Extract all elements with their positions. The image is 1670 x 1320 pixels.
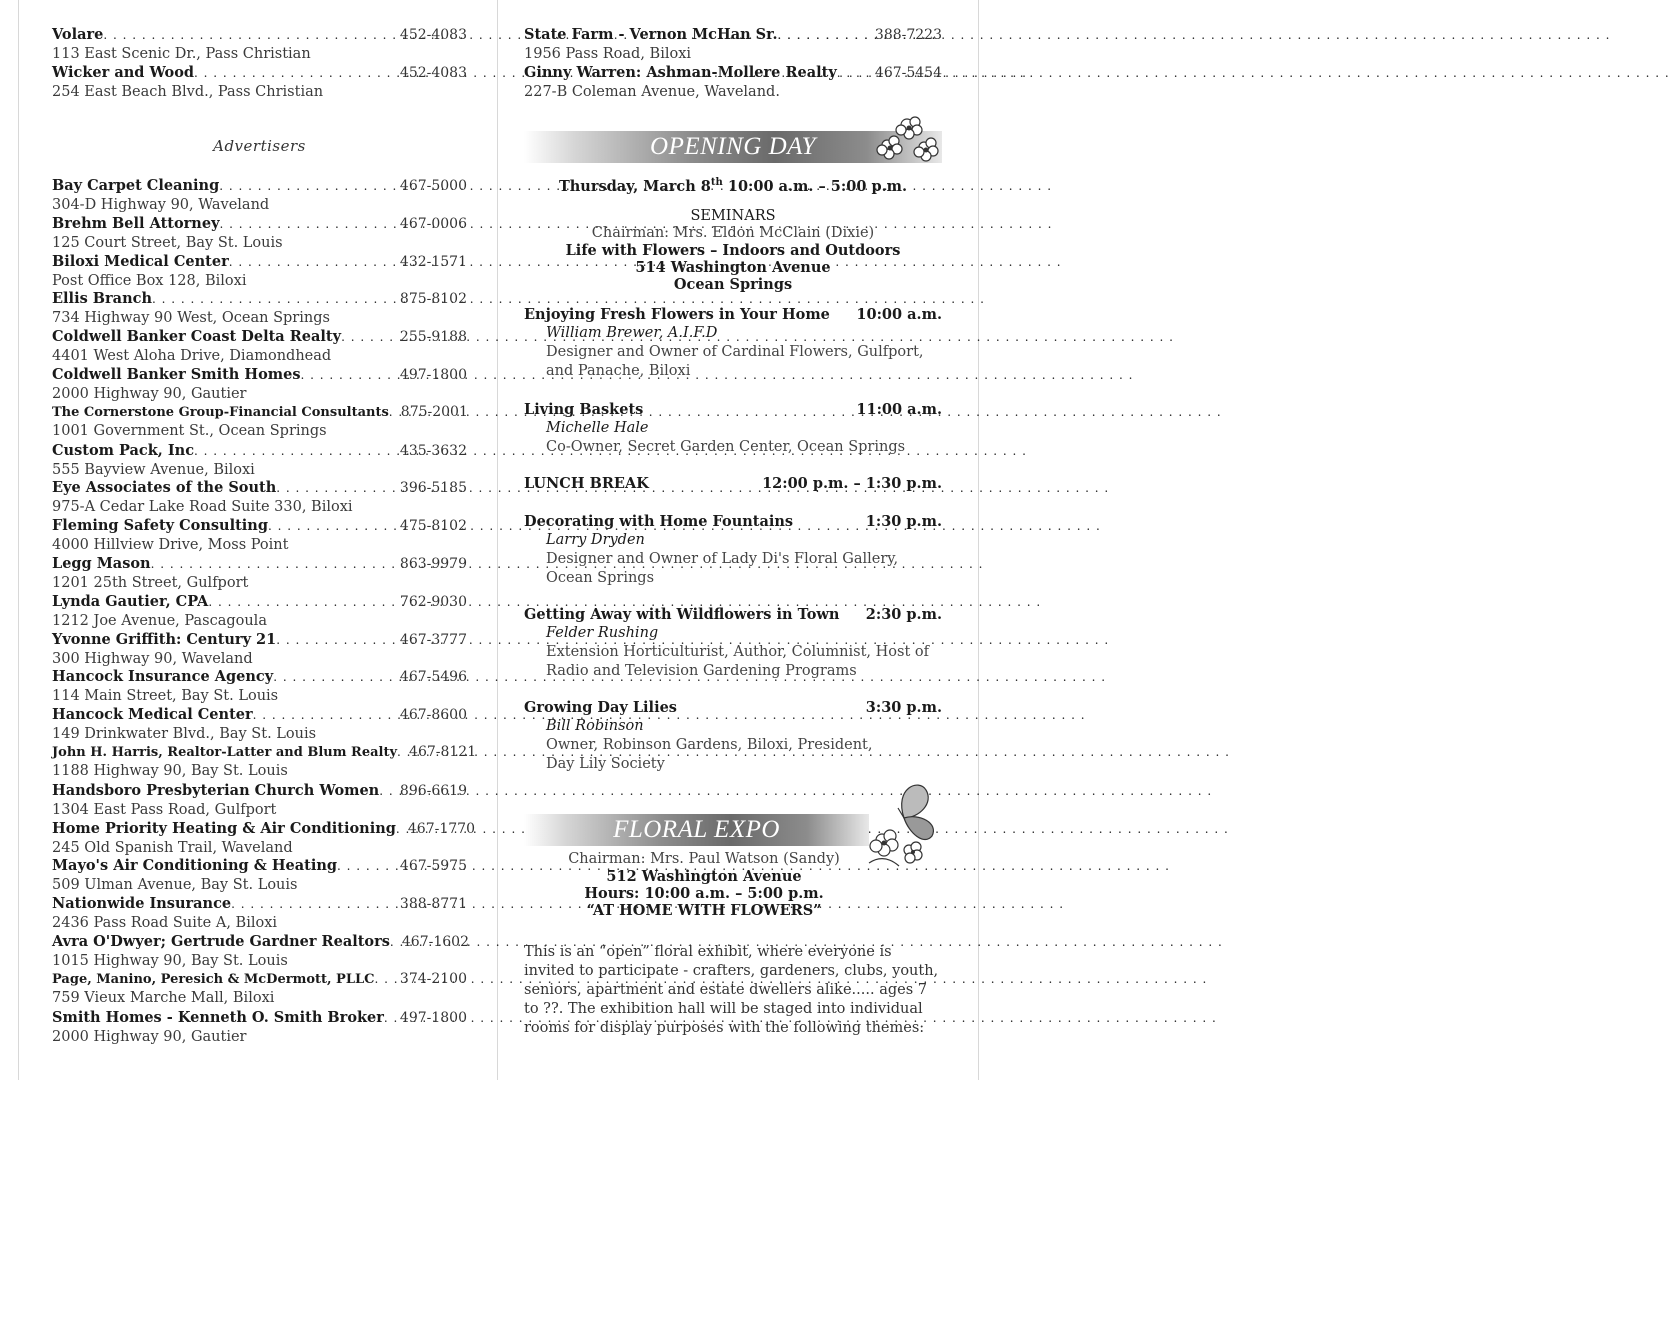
leader-dots bbox=[337, 857, 400, 876]
leader-dots bbox=[253, 706, 400, 725]
entry-line bbox=[52, 743, 477, 762]
directory-entry bbox=[52, 441, 467, 480]
entry-line bbox=[52, 25, 467, 45]
entry-address: 4401 West Aloha Drive, Diamondhead bbox=[52, 348, 332, 365]
entry-name: Brehm Bell Attorney bbox=[52, 214, 220, 232]
session-title: LUNCH BREAK bbox=[524, 475, 649, 492]
entry-line bbox=[52, 856, 467, 876]
entry-name: Avra O'Dwyer; Gertrude Gardner Realtors bbox=[52, 933, 390, 950]
entry-phone: 452-4083 bbox=[399, 27, 467, 43]
entry-name: Biloxi Medical Center bbox=[52, 252, 229, 270]
entry-name: Yvonne Griffith: Century 21 bbox=[52, 630, 277, 648]
directory-entry bbox=[52, 554, 467, 593]
session-description: Designer and Owner of Lady Di's Floral Gallery, bbox=[546, 551, 899, 567]
leader-dots bbox=[396, 820, 408, 839]
entry-line bbox=[52, 365, 467, 385]
directory-entry bbox=[52, 781, 467, 820]
entry-phone: 467-5454 bbox=[874, 65, 942, 81]
session-title: Enjoying Fresh Flowers in Your Home bbox=[524, 306, 830, 323]
entry-address: 975-A Cedar Lake Road Suite 330, Biloxi bbox=[52, 499, 353, 516]
date-text: Thursday, March 8 bbox=[558, 177, 711, 195]
entry-address: 1001 Government St., Ocean Springs bbox=[52, 422, 327, 439]
entry-line bbox=[52, 176, 467, 196]
entry-phone: 388-8771 bbox=[399, 896, 467, 913]
directory-entry bbox=[52, 289, 467, 328]
leader-dots bbox=[397, 743, 409, 762]
leader-dots bbox=[276, 631, 400, 650]
entry-name: Volare bbox=[52, 26, 104, 43]
session-description: Ocean Springs bbox=[546, 570, 655, 586]
entry-address: 254 East Beach Blvd., Pass Christian bbox=[52, 84, 324, 100]
entry-name: The Cornerstone Group-Financial Consultants bbox=[52, 404, 389, 420]
seminars-title: SEMINARS bbox=[690, 208, 776, 224]
leader-dots bbox=[219, 177, 400, 196]
entry-address: 300 Highway 90, Waveland bbox=[52, 650, 253, 667]
leader-dots bbox=[778, 26, 875, 45]
floral-expo-banner bbox=[524, 814, 869, 846]
seminar-session bbox=[524, 512, 942, 588]
entry-name: John H. Harris, Realtor-Latter and Blum Realty bbox=[52, 745, 398, 760]
opening-day-title: OPENING DAY bbox=[650, 133, 816, 160]
entry-phone: 896-6619 bbox=[399, 782, 467, 799]
session-title-row bbox=[524, 512, 942, 531]
entry-phone: 388-7223 bbox=[874, 27, 942, 43]
entry-line bbox=[52, 705, 467, 725]
entry-address: 509 Ulman Avenue, Bay St. Louis bbox=[52, 877, 298, 894]
entry-name: Fleming Safety Consulting bbox=[52, 517, 268, 535]
leader-dots bbox=[220, 215, 400, 234]
entry-phone: 467-0006 bbox=[399, 215, 467, 232]
leader-dots bbox=[103, 26, 400, 45]
entry-phone: 467-5496 bbox=[399, 669, 467, 686]
left-page-edge bbox=[18, 0, 19, 1080]
directory-entry bbox=[52, 516, 467, 555]
entry-phone: 875-2001 bbox=[400, 403, 468, 420]
session-time: 1:30 p.m. bbox=[865, 513, 942, 530]
session-speaker: Bill Robinson bbox=[546, 718, 644, 734]
directory-entry bbox=[52, 705, 467, 744]
entry-name: Smith Homes - Kenneth O. Smith Broker bbox=[52, 1008, 384, 1026]
entry-line bbox=[52, 781, 467, 801]
session-description: Co-Owner, Secret Garden Center, Ocean Springs bbox=[546, 439, 906, 455]
directory-entry bbox=[52, 743, 477, 781]
entry-address: 113 East Scenic Dr., Pass Christian bbox=[52, 46, 311, 62]
entry-line bbox=[52, 932, 467, 952]
entry-phone: 875-8102 bbox=[399, 291, 467, 308]
leader-dots bbox=[152, 290, 400, 309]
leader-dots bbox=[194, 64, 400, 83]
session-time: 2:30 p.m. bbox=[865, 606, 942, 623]
entry-address: 114 Main Street, Bay St. Louis bbox=[52, 688, 279, 705]
directory-entry bbox=[52, 63, 467, 102]
leader-dots bbox=[276, 479, 400, 498]
expo-hours: Hours: 10:00 a.m. – 5:00 p.m. bbox=[584, 885, 824, 902]
entry-address: 555 Bayview Avenue, Biloxi bbox=[52, 461, 255, 478]
entry-line bbox=[524, 63, 942, 83]
directory-entry bbox=[52, 856, 467, 895]
entry-address: 734 Highway 90 West, Ocean Springs bbox=[52, 310, 330, 327]
leader-dots bbox=[389, 403, 401, 422]
entry-line bbox=[52, 1008, 467, 1028]
directory-entry bbox=[52, 252, 467, 291]
session-title: Living Baskets bbox=[524, 401, 644, 418]
directory-entry bbox=[524, 25, 942, 64]
leader-dots bbox=[384, 1009, 400, 1028]
entry-phone: 467-8600 bbox=[399, 707, 467, 724]
entry-name: Custom Pack, Inc bbox=[52, 441, 195, 459]
entry-name: State Farm - Vernon McHan Sr. bbox=[524, 26, 778, 43]
entry-line bbox=[52, 403, 467, 422]
entry-phone: 467-3777 bbox=[399, 631, 467, 648]
session-title-row bbox=[524, 400, 942, 419]
seminar-session bbox=[524, 400, 942, 457]
entry-line bbox=[52, 478, 467, 498]
entry-line bbox=[52, 819, 475, 839]
expo-chairman: Chairman: Mrs. Paul Watson (Sandy) bbox=[568, 851, 840, 867]
entry-line bbox=[52, 252, 467, 272]
leader-dots bbox=[837, 64, 875, 83]
entry-address: 149 Drinkwater Blvd., Bay St. Louis bbox=[52, 726, 317, 743]
opening-day-info bbox=[524, 174, 942, 195]
entry-name: Coldwell Banker Coast Delta Realty bbox=[52, 328, 342, 346]
directory-entry bbox=[52, 894, 467, 933]
directory-entry bbox=[52, 819, 475, 858]
entry-line bbox=[52, 327, 467, 347]
session-description: Radio and Television Gardening Programs bbox=[546, 663, 857, 679]
leader-dots bbox=[229, 253, 400, 272]
leader-dots bbox=[273, 668, 400, 687]
entry-phone: 432-1571 bbox=[399, 253, 467, 270]
session-speaker: Larry Dryden bbox=[546, 532, 645, 548]
entry-address: 4000 Hillview Drive, Moss Point bbox=[52, 537, 289, 554]
session-speaker: Michelle Hale bbox=[546, 420, 649, 436]
flower-cluster-icon bbox=[869, 113, 944, 171]
session-description: Day Lily Society bbox=[546, 756, 665, 772]
entry-phone: 255-9188 bbox=[399, 329, 467, 346]
directory-entry bbox=[52, 478, 467, 517]
entry-address: 245 Old Spanish Trail, Waveland bbox=[52, 839, 293, 856]
session-title-row bbox=[524, 474, 942, 493]
entry-phone: 374-2100 bbox=[399, 970, 467, 987]
seminar-session bbox=[524, 474, 942, 493]
entry-name: Coldwell Banker Smith Homes bbox=[52, 366, 301, 383]
entry-name: Lynda Gautier, CPA bbox=[52, 592, 209, 610]
leader-dots bbox=[268, 517, 400, 536]
entry-phone: 467-1770 bbox=[407, 820, 475, 837]
session-time: 10:00 a.m. bbox=[856, 306, 942, 323]
directory-entry bbox=[52, 214, 467, 253]
entry-phone: 762-9030 bbox=[399, 593, 467, 610]
seminars-address: 514 Washington Avenue bbox=[635, 259, 831, 276]
session-title: Decorating with Home Fountains bbox=[524, 513, 794, 530]
entry-line bbox=[52, 894, 467, 914]
entry-address: 1212 Joe Avenue, Pascagoula bbox=[52, 612, 267, 629]
directory-entry bbox=[52, 630, 467, 669]
entry-name: Bay Carpet Cleaning bbox=[52, 177, 220, 194]
floral-expo-info bbox=[524, 851, 884, 919]
session-title-row bbox=[524, 305, 942, 324]
session-title-row bbox=[524, 605, 942, 624]
leader-dots bbox=[208, 593, 400, 612]
entry-name: Hancock Insurance Agency bbox=[52, 668, 274, 686]
seminars-city: Ocean Springs bbox=[673, 276, 793, 293]
entry-phone: 467-5000 bbox=[399, 178, 467, 194]
session-description: and Panache, Biloxi bbox=[546, 363, 691, 379]
leader-dots bbox=[194, 442, 400, 461]
entry-line bbox=[52, 667, 467, 687]
entry-name: Page, Manino, Peresich & McDermott, PLLC bbox=[52, 971, 375, 987]
session-title: Getting Away with Wildflowers in Town bbox=[524, 606, 840, 623]
entry-address: 2436 Pass Road Suite A, Biloxi bbox=[52, 915, 278, 932]
directory-entry bbox=[52, 327, 467, 366]
center-fold bbox=[497, 0, 498, 1080]
session-speaker: Felder Rushing bbox=[546, 625, 659, 641]
directory-entry bbox=[52, 592, 467, 631]
entry-phone: 497-1800 bbox=[399, 1009, 467, 1026]
session-time: 3:30 p.m. bbox=[865, 699, 942, 716]
entry-address: 1956 Pass Road, Biloxi bbox=[524, 46, 692, 62]
entry-address: 1188 Highway 90, Bay St. Louis bbox=[52, 763, 288, 779]
entry-address: 1304 East Pass Road, Gulfport bbox=[52, 801, 277, 818]
entry-name: Mayo's Air Conditioning & Heating bbox=[52, 857, 338, 875]
entry-address: 227-B Coleman Avenue, Waveland. bbox=[524, 84, 780, 100]
entry-line bbox=[52, 214, 467, 234]
leader-dots bbox=[390, 933, 402, 952]
leader-dots bbox=[151, 555, 400, 574]
entry-address: Post Office Box 128, Biloxi bbox=[52, 272, 247, 289]
expo-description: This is an “open” floral exhibit, where everyone is invited to participate - crafters, gardeners, clubs, youth, seniors, apartment and estate dwellers alike..... ages 7 to ??. The exhibition hall will be staged into individual rooms for display purposes with the following themes: bbox=[524, 944, 939, 1036]
session-title: Growing Day Lilies bbox=[524, 699, 677, 716]
seminars-location: Life with Flowers – Indoors and Outdoors bbox=[565, 242, 901, 259]
seminar-session bbox=[524, 605, 942, 681]
entry-phone: 497-1800 bbox=[399, 367, 467, 383]
session-time: 12:00 p.m. – 1:30 p.m. bbox=[762, 475, 942, 492]
expo-theme: “AT HOME WITH FLOWERS” bbox=[586, 902, 822, 919]
entry-line bbox=[52, 63, 467, 83]
entry-phone: 435-3632 bbox=[399, 442, 467, 459]
directory-entry bbox=[52, 932, 467, 971]
entry-phone: 467-1602 bbox=[401, 934, 469, 950]
entry-phone: 863-9979 bbox=[399, 556, 467, 572]
directory-entry bbox=[52, 403, 467, 441]
entry-line bbox=[52, 516, 467, 536]
expo-address: 512 Washington Avenue bbox=[606, 868, 802, 885]
entry-phone: 475-8102 bbox=[399, 518, 467, 535]
leader-dots bbox=[379, 782, 400, 801]
entry-address: 2000 Highway 90, Gautier bbox=[52, 386, 247, 402]
entry-address: 1201 25th Street, Gulfport bbox=[52, 575, 249, 591]
entry-phone: 396-5185 bbox=[399, 480, 467, 497]
entry-line bbox=[52, 970, 467, 989]
opening-day-date bbox=[524, 174, 942, 195]
session-description: Owner, Robinson Gardens, Biloxi, President, bbox=[546, 737, 873, 753]
entry-phone: 452-4083 bbox=[399, 65, 467, 81]
date-suffix: th bbox=[710, 177, 723, 188]
session-speaker: William Brewer, A.I.F.D bbox=[546, 325, 718, 341]
leader-dots bbox=[341, 328, 400, 347]
directory-entry bbox=[52, 365, 467, 404]
entry-name: Home Priority Heating & Air Conditioning bbox=[52, 819, 396, 837]
seminar-session bbox=[524, 305, 942, 381]
leader-dots bbox=[374, 970, 399, 989]
seminar-session bbox=[524, 698, 942, 774]
directory-entry bbox=[524, 63, 942, 102]
entry-name: Handsboro Presbyterian Church Women bbox=[52, 781, 380, 799]
seminars-block bbox=[524, 208, 942, 293]
entry-name: Hancock Medical Center bbox=[52, 706, 253, 724]
entry-phone: 467-8121 bbox=[409, 744, 477, 760]
entry-name: Nationwide Insurance bbox=[52, 895, 232, 913]
entry-line bbox=[524, 25, 942, 45]
session-description: Extension Horticulturist, Author, Columnist, Host of bbox=[546, 644, 929, 660]
right-page-edge bbox=[978, 0, 979, 1080]
entry-name: Ellis Branch bbox=[52, 290, 152, 308]
entry-address: 1015 Highway 90, Bay St. Louis bbox=[52, 953, 288, 969]
entry-address: 304-D Highway 90, Waveland bbox=[52, 197, 270, 213]
directory-entry bbox=[52, 1008, 467, 1047]
entry-phone: 467-5975 bbox=[399, 858, 467, 875]
advertisers-heading: Advertisers bbox=[213, 137, 306, 155]
floral-expo-title: FLORAL EXPO bbox=[613, 816, 780, 843]
directory-entry bbox=[52, 25, 467, 64]
leader-dots bbox=[231, 895, 400, 914]
entry-line bbox=[52, 630, 467, 650]
seminars-chairman: Chairman: Mrs. Eldon McClain (Dixie) bbox=[591, 225, 875, 241]
opening-time: 10:00 a.m. – 5:00 p.m. bbox=[727, 177, 908, 195]
entry-name: Wicker and Wood bbox=[52, 64, 195, 81]
entry-name: Ginny Warren: Ashman-Mollere Realty bbox=[524, 64, 837, 81]
entry-line bbox=[52, 289, 467, 309]
directory-entry bbox=[52, 667, 467, 706]
session-title-row bbox=[524, 698, 942, 717]
entry-name: Legg Mason bbox=[52, 555, 151, 572]
entry-line bbox=[52, 592, 467, 612]
entry-name: Eye Associates of the South bbox=[52, 479, 277, 497]
entry-address: 125 Court Street, Bay St. Louis bbox=[52, 234, 283, 251]
directory-entry bbox=[52, 970, 467, 1008]
session-description: Designer and Owner of Cardinal Flowers, Gulfport, bbox=[546, 344, 924, 360]
entry-line bbox=[52, 441, 467, 461]
session-time: 11:00 a.m. bbox=[856, 401, 942, 418]
entry-address: 2000 Highway 90, Gautier bbox=[52, 1028, 247, 1045]
entry-address: 759 Vieux Marche Mall, Biloxi bbox=[52, 989, 275, 1006]
directory-entry bbox=[52, 176, 467, 215]
leader-dots bbox=[301, 366, 400, 385]
entry-line bbox=[52, 554, 467, 574]
